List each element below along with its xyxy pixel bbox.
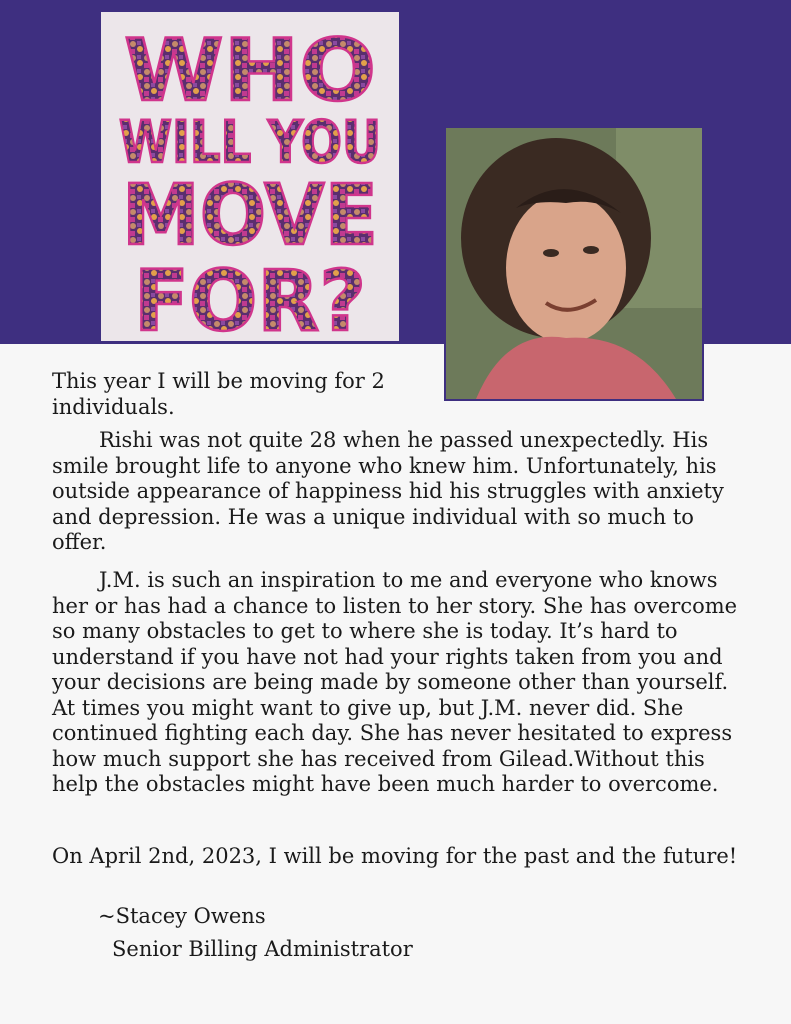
signature-name: ~Stacey Owens (98, 904, 266, 928)
poster-line-4: FOR? (134, 252, 366, 350)
intro-text: This year I will be moving for 2 individuals. (52, 369, 385, 419)
poster-line-3: MOVE (122, 166, 378, 264)
poster-line-1: WHO (124, 21, 376, 121)
closing-line: On April 2nd, 2023, I will be moving for the past and the future! (52, 844, 738, 868)
portrait-photo (444, 126, 704, 401)
paragraph-rishi: Rishi was not quite 28 when he passed unexpectedly. His smile brought life to anyone who knew him. Unfortunately, his outside appearance of happiness hid his struggles with anxiety and depression. He was a unique individual with so much to offer. (52, 428, 724, 554)
paragraph-jm: J.M. is such an inspiration to me and everyone who knows her or has had a chance to listen to her story. She has overcome so many obstacles to get to where she is today. It’s hard to understand if you have not had your rights taken from you and your decisions are being made by someone other than yourself. At times you might want to give up, but J.M. never did. She continued fighting each day. She has never hesitated to express how much support she has received from Gilead.Without this help the obstacles might have been much harder to overcome. (52, 568, 738, 796)
signature-title: Senior Billing Administrator (112, 937, 413, 961)
poster-line-2: WILL YOU (119, 108, 381, 176)
campaign-poster (101, 12, 399, 350)
